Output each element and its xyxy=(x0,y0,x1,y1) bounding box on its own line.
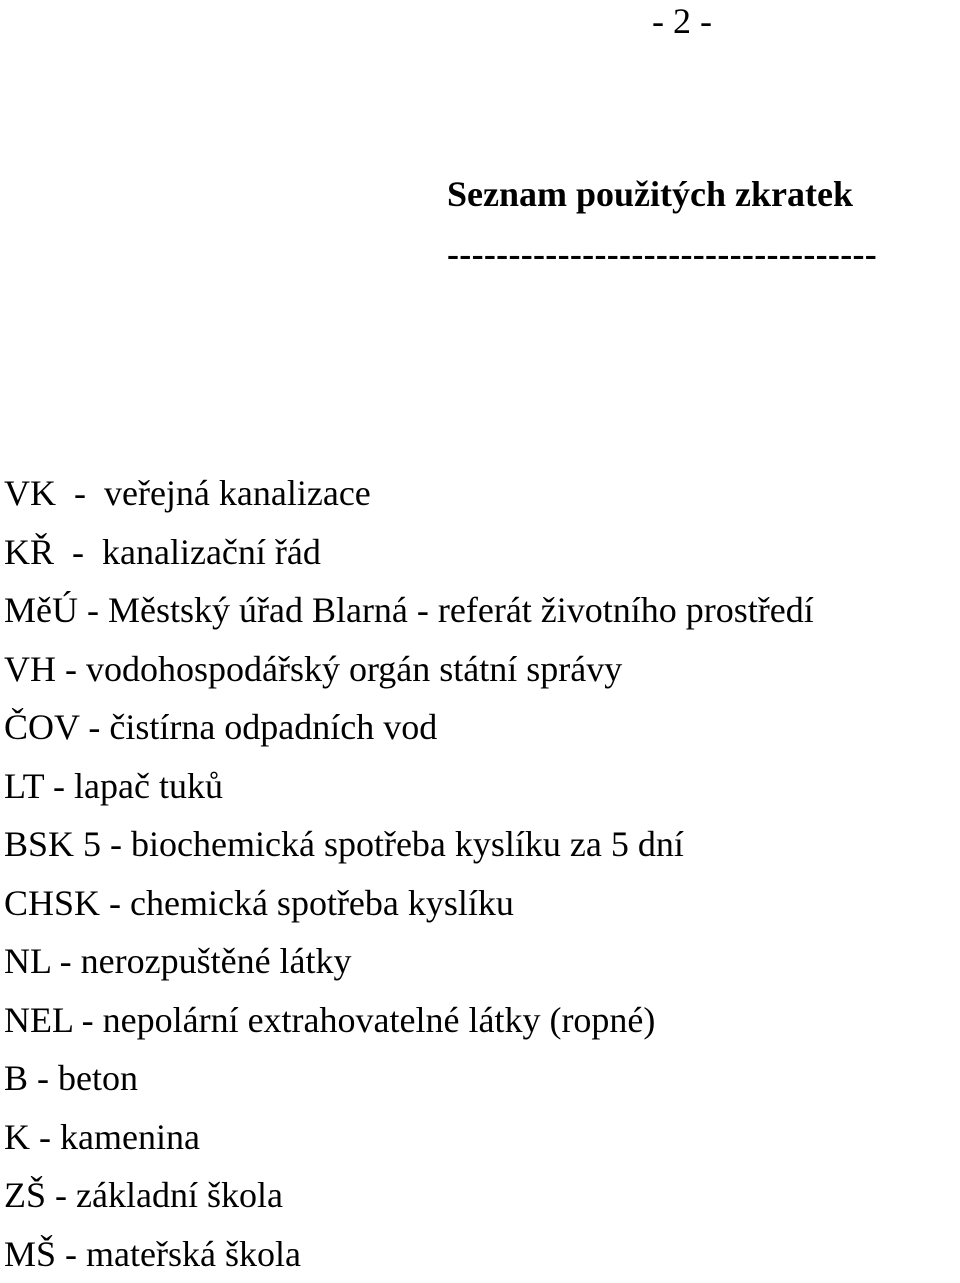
page-title: Seznam použitých zkratek xyxy=(447,172,853,216)
abbreviation-item-ms: MŠ - mateřská škola xyxy=(4,1225,814,1283)
abbreviation-item-lt: LT - lapač tuků xyxy=(4,757,814,816)
abbreviation-item-bsk5: BSK 5 - biochemická spotřeba kyslíku za 5 dní xyxy=(4,815,814,874)
abbreviation-item-cov: ČOV - čistírna odpadních vod xyxy=(4,698,814,757)
abbreviation-item-kr: KŘ - kanalizační řád xyxy=(4,523,814,582)
abbreviation-list xyxy=(4,464,814,1283)
abbreviation-item-vh: VH - vodohospodářský orgán státní správy xyxy=(4,640,814,699)
page-number: - 2 - xyxy=(652,0,712,42)
abbreviation-item-b: B - beton xyxy=(4,1049,814,1108)
abbreviation-item-nel: NEL - nepolární extrahovatelné látky (ropné) xyxy=(4,991,814,1050)
abbreviation-item-chsk: CHSK - chemická spotřeba kyslíku xyxy=(4,874,814,933)
title-underline: ----------------------------------- xyxy=(447,232,877,276)
abbreviation-item-meu: MěÚ - Městský úřad Blarná - referát životního prostředí xyxy=(4,581,814,640)
abbreviation-item-nl: NL - nerozpuštěné látky xyxy=(4,932,814,991)
abbreviation-item-k: K - kamenina xyxy=(4,1108,814,1167)
abbreviation-item-zs: ZŠ - základní škola xyxy=(4,1166,814,1225)
abbreviation-item-vk: VK - veřejná kanalizace xyxy=(4,464,814,523)
